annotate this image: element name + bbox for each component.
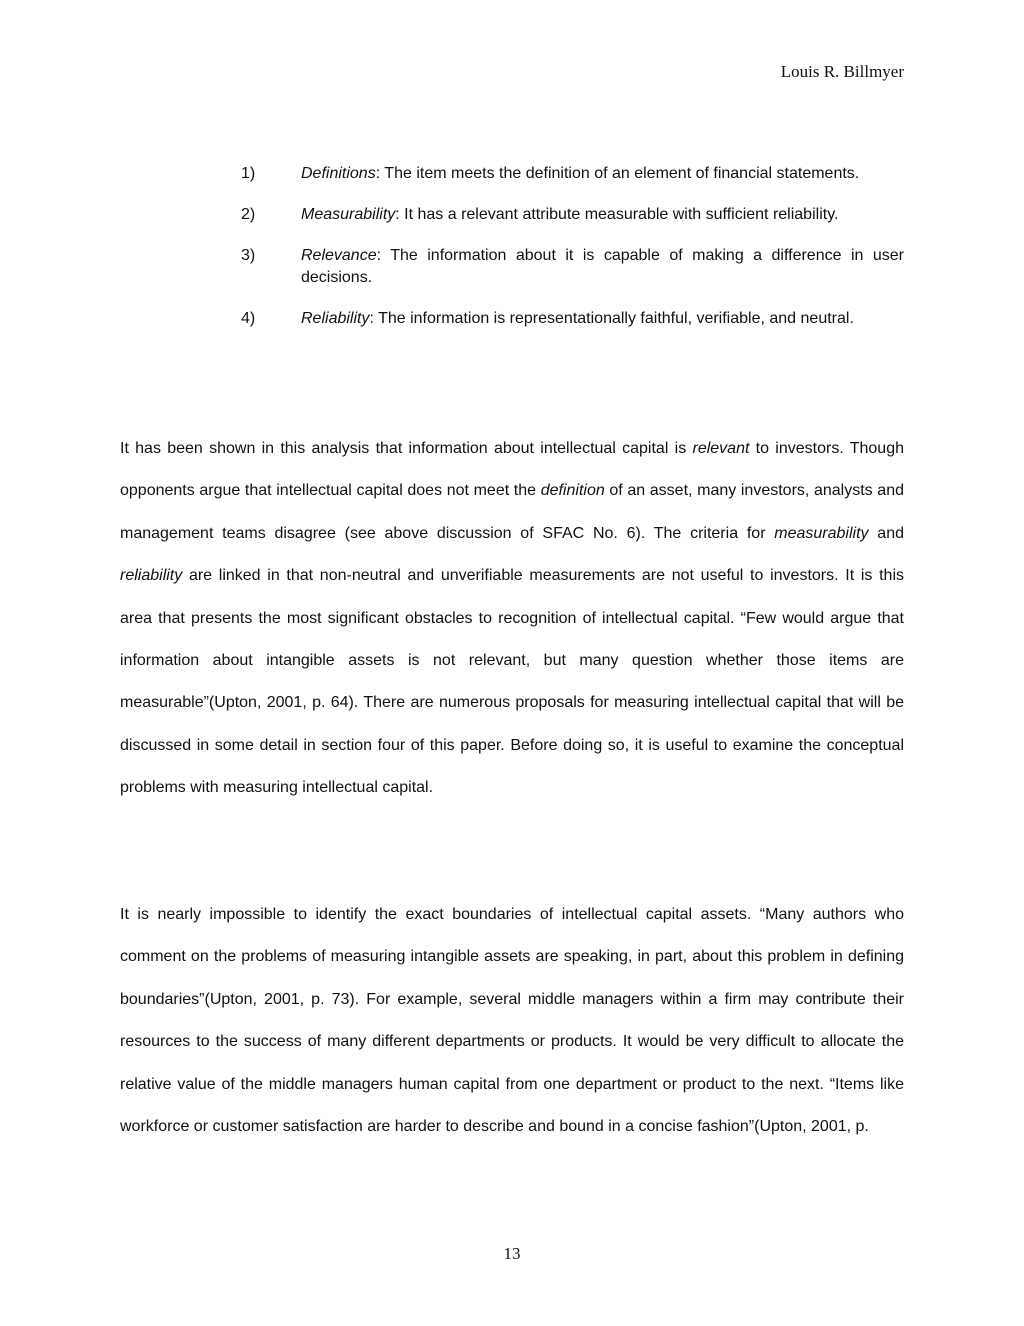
body-paragraph-1 [120,428,904,810]
criteria-term: Reliability [301,310,370,327]
paragraph-text: are linked in that non-neutral and unverifiable measurements are not useful to investors. It is this area that presents the most significant obstacles to recognition of intellectual capital. “Few would argue that information about intangible assets is not relevant, but many question whether those items are measurable”(Upton, 2001, p. 64). There are numerous proposals for measuring intellectual capital that will be discussed in some detail in section four of this paper. Before doing so, it is useful to examine the conceptual problems with measuring intellectual capital. [120,567,904,797]
criteria-number: 4) [241,310,256,327]
criteria-text [301,163,904,185]
criteria-text [301,204,904,226]
paragraph-text: and [868,524,904,542]
criteria-term: Measurability [301,206,396,223]
paragraph-text: of an asset, many investors, analysts and management teams disagree (see above discussion of SFAC No. 6). The criteria for [120,482,905,542]
emphasis-reliability: reliability [120,567,183,585]
criteria-list [241,163,904,349]
criteria-text [301,245,904,289]
criteria-term: Definitions [301,165,376,182]
criteria-number: 2) [241,206,256,223]
criteria-description: : The information is representationally faithful, verifiable, and neutral. [369,310,854,327]
criteria-description: : It has a relevant attribute measurable with sufficient reliability. [395,206,839,223]
criteria-text [301,308,904,330]
criteria-description: : The information about it is capable of making a difference in user decisions. [301,247,904,286]
criteria-item [241,308,904,330]
criteria-item [241,204,904,226]
criteria-description: : The item meets the definition of an element of financial statements. [375,165,860,182]
emphasis-definition: definition [540,482,605,500]
criteria-item [241,163,904,185]
body-paragraph-2: It is nearly impossible to identify the exact boundaries of intellectual capital assets. “Many authors who comment on the problems of measuring intangible assets are speaking, in part, about this problem in defining boundaries”(Upton, 2001, p. 73). For example, several middle managers within a firm may contribute their resources to the success of many different departments or products. It would be very difficult to allocate the relative value of the middle managers human capital from one department or product to the next. “Items like workforce or customer satisfaction are harder to describe and bound in a concise fashion”(Upton, 2001, p. [120,906,904,1136]
page-number: 13 [503,1244,521,1263]
emphasis-measurability: measurability [774,524,869,542]
paragraph-text: It has been shown in this analysis that information about intellectual capital is [120,440,693,457]
criteria-item [241,245,904,289]
criteria-number: 3) [241,247,256,264]
emphasis-relevant: relevant [692,440,750,457]
criteria-term: Relevance [301,247,377,264]
paragraph-text: to investors. Though opponents argue that intellectual capital does not meet the [120,440,905,500]
header-author: Louis R. Billmyer [780,62,904,81]
criteria-number: 1) [241,165,256,182]
